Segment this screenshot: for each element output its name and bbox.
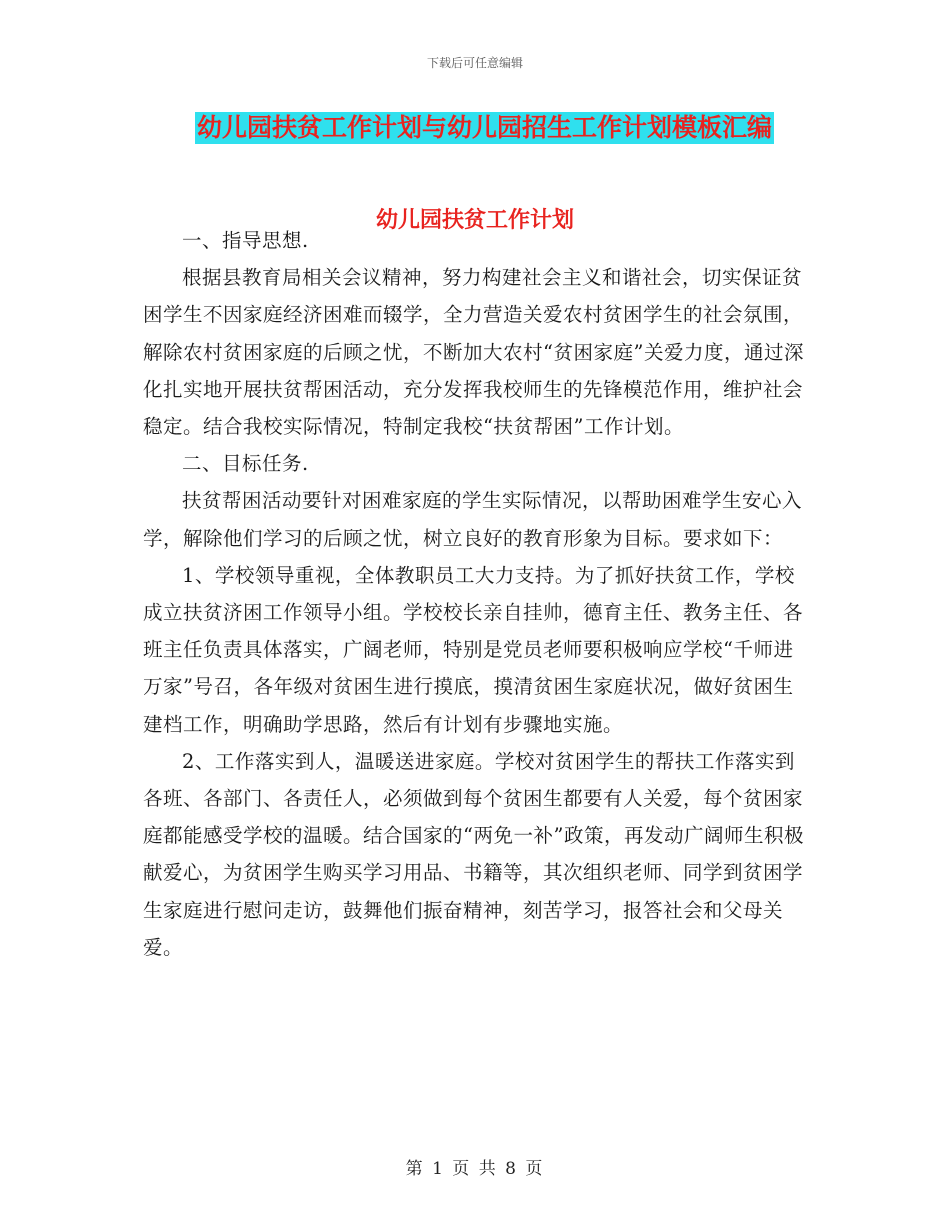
paragraph-heading-guiding-thought: 一、指导思想. [182, 229, 309, 252]
header-note: 下载后可任意编辑 [426, 56, 523, 70]
page-number: 第 1 页 共 8 页 [405, 1159, 545, 1179]
paragraph-goals: 扶贫帮困活动要针对困难家庭的学生实际情况，以帮助困难学生安心入学，解除他们学习的后顾之忧，树立良好的教育形象为目标。要求如下： [143, 489, 803, 550]
document-title: 幼儿园扶贫工作计划与幼儿园招生工作计划模板汇编 [197, 113, 773, 142]
section-title: 幼儿园扶贫工作计划 [375, 208, 574, 233]
paragraph-guiding-thought: 根据县教育局相关会议精神，努力构建社会主义和谐社会，切实保证贫困学生不因家庭经济困难而辍学，全力营造关爱农村贫困学生的社会氛围，解除农村贫困家庭的后顾之忧，不断加大农村“贫困家庭”关爱力度，通过深化扎实地开展扶贫帮困活动，充分发挥我校师生的先锋模范作用，维护社会稳定。结合我校实际情况，特制定我校“扶贫帮困”工作计划。 [143, 266, 804, 439]
paragraph-item-1: 1、学校领导重视，全体教职员工大力支持。为了抓好扶贫工作，学校成立扶贫济困工作领导小组。学校校长亲自挂帅，德育主任、教务主任、各班主任负责具体落实，广阔老师，特别是党员老师要积极响应学校“千师进万家”号召，各年级对贫困生进行摸底，摸清贫困生家庭状况，做好贫困生建档工作，明确助学思路，然后有计划有步骤地实施。 [143, 563, 804, 736]
paragraph-heading-goals: 二、目标任务. [182, 452, 309, 476]
document-body [143, 222, 808, 966]
paragraph-item-2: 2、工作落实到人，温暖送进家庭。学校对贫困学生的帮扶工作落实到各班、各部门、各责任人，必须做到每个贫困生都要有人关爱，每个贫困家庭都能感受学校的温暖。结合国家的“两免一补”政策，再发动广阔师生积极献爱心，为贫困学生购买学习用品、书籍等，其次组织老师、同学到贫困学生家庭进行慰问走访，鼓舞他们振奋精神，刻苦学习，报答社会和父母关爱。 [143, 749, 804, 959]
